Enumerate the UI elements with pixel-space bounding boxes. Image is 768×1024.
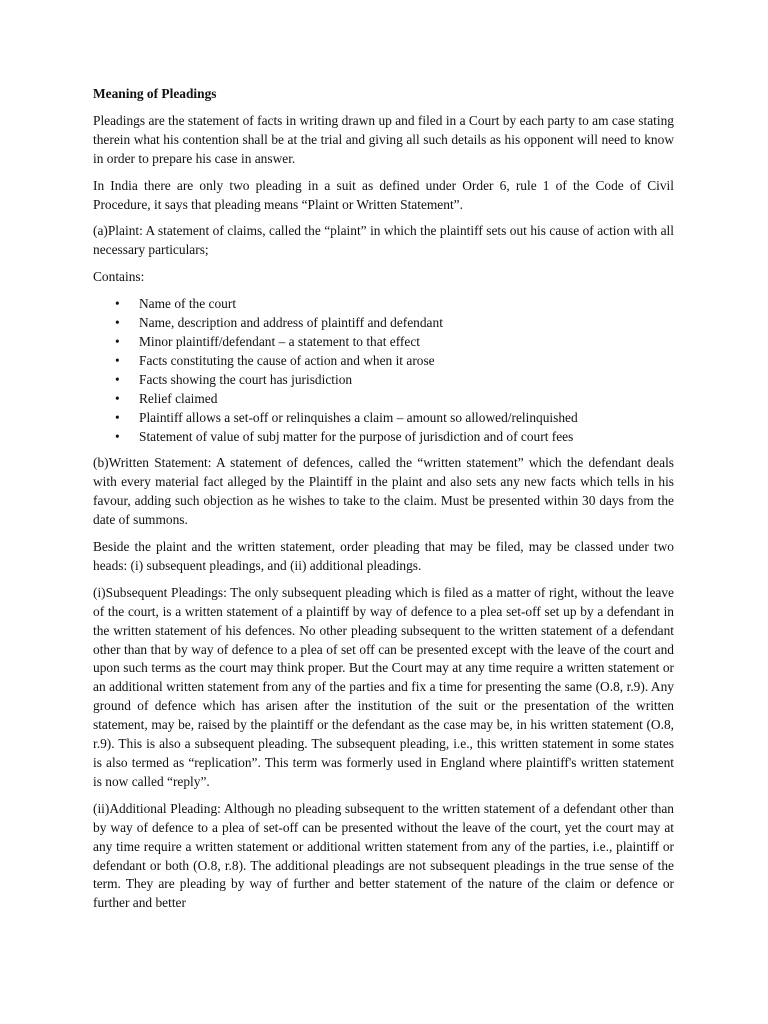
paragraph-india: In India there are only two pleading in a suit as defined under Order 6, rule 1 of the Code of Civil Procedure, it says that pleading means “Plaint or Written Statement”.	[93, 177, 674, 212]
list-item: • Relief claimed	[93, 390, 674, 409]
contains-label: Contains:	[93, 269, 145, 285]
document-page	[93, 85, 674, 921]
bullet-icon: •	[115, 315, 120, 331]
list-item: • Facts showing the court has jurisdiction	[93, 371, 674, 390]
bullet-icon: •	[115, 371, 120, 387]
paragraph-written-statement: (b)Written Statement: A statement of defences, called the “written statement” which the defendant deals with every material fact alleged by the Plaintiff in the plaint and also sets any new facts which tells in his favour, adding such objection as he wishes to take to the claim. Must be presented within 30 days from the date of summons.	[93, 455, 674, 528]
bullet-icon: •	[115, 352, 120, 368]
page-title: Meaning of Pleadings	[93, 86, 217, 101]
bullet-icon: •	[115, 333, 120, 349]
bullet-list	[93, 295, 674, 446]
paragraph-definition: Pleadings are the statement of facts in writing drawn up and filed in a Court by each party to am case stating therein what his contention shall be at the trial and giving all such details as his opponent will need to know in order to prepare his case in answer.	[93, 112, 674, 166]
list-item: • Plaintiff allows a set-off or relinquishes a claim – amount so allowed/relinquished	[93, 409, 674, 428]
paragraph-subsequent-pleadings: (i)Subsequent Pleadings: The only subsequent pleading which is filed as a matter of right, without the leave of the court, is a written statement of a plaintiff by way of defence to a plea set-off set up by a defendant in the written statement of his defences. No other pleading subsequent to the written statement of a defendant other than that by way of defence to a plea of set off can be presented except with the leave of the court and upon such terms as the court may think proper. But the Court may at any time require a written statement or an additional written statement from any of the parties and fix a time for presenting the same (O.8, r.9). Any ground of defence which has arisen after the institution of the suit or the presentation of the written statement, may be, raised by the plaintiff or the defendant as the case may be, in his written statement (O.8, r.9). This is also a subsequent pleading. The subsequent pleading, i.e., this written statement in some states is also termed as “replication”. This term was formerly used in England where plaintiff's written statement is now called “reply”.	[93, 584, 674, 789]
paragraph-classification: Beside the plaint and the written statement, order pleading that may be filed, may be classed under two heads: (i) subsequent pleadings, and (ii) additional pleadings.	[93, 539, 674, 573]
bullet-icon: •	[115, 390, 120, 406]
bullet-icon: •	[115, 428, 120, 444]
paragraph-plaint: (a)Plaint: A statement of claims, called the “plaint” in which the plaintiff sets out his cause of action with all necessary particulars;	[93, 223, 674, 258]
bullet-icon: •	[115, 409, 120, 425]
list-item: • Minor plaintiff/defendant – a statement to that effect	[93, 333, 674, 352]
list-item: • Statement of value of subj matter for the purpose of jurisdiction and of court fees	[93, 428, 674, 447]
list-item: • Name, description and address of plaintiff and defendant	[93, 314, 674, 333]
bullet-icon: •	[115, 296, 120, 312]
list-item: • Name of the court	[93, 295, 674, 314]
list-item: • Facts constituting the cause of action and when it arose	[93, 352, 674, 371]
paragraph-additional-pleading: (ii)Additional Pleading: Although no pleading subsequent to the written statement of a defendant other than by way of defence to a plea of set-off can be presented without the leave of the court, yet the court may at any time require a written statement or additional written statement from any of the parties, i.e., plaintiff or defendant or both (O.8, r.8). The additional pleadings are not subsequent pleadings in the true sense of the term. They are pleading by way of further and better statement of the nature of the claim or defence or further and better	[93, 800, 674, 911]
